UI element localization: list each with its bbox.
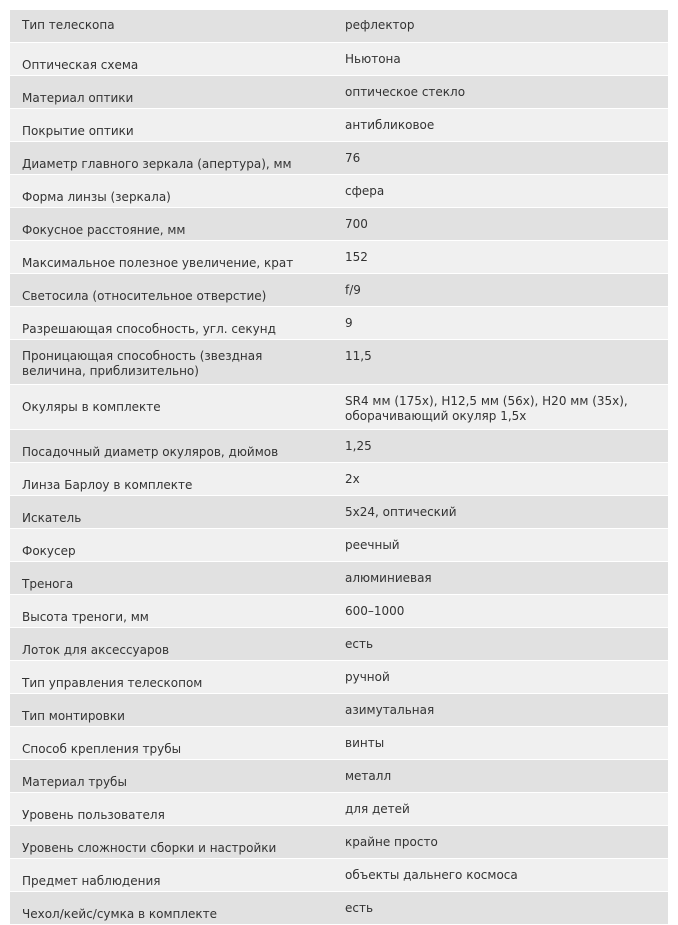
spec-name: Искатель (22, 511, 82, 525)
spec-value: рефлектор (345, 18, 415, 32)
spec-name: Оптическая схема (22, 58, 139, 72)
spec-value: крайне просто (345, 835, 438, 849)
spec-name: Способ крепления трубы (22, 742, 182, 756)
spec-name: Окуляры в комплекте (22, 400, 161, 414)
spec-name: Лоток для аксессуаров (22, 643, 170, 657)
spec-value: 1,25 (345, 439, 372, 453)
spec-name: Светосила (относительное отверстие) (22, 289, 267, 303)
spec-value: алюминиевая (345, 571, 432, 585)
spec-row (10, 595, 668, 628)
spec-name: Тренога (22, 577, 74, 591)
spec-name: Разрешающая способность, угл. секунд (22, 322, 276, 336)
spec-value: винты (345, 736, 385, 750)
spec-row (10, 859, 668, 892)
spec-row (10, 529, 668, 562)
spec-name: Максимальное полезное увеличение, крат (22, 256, 294, 270)
spec-row (10, 274, 668, 307)
spec-value: 152 (345, 250, 368, 264)
spec-name: Фокусное расстояние, мм (22, 223, 186, 237)
spec-value: SR4 мм (175x), H12,5 мм (56x), H20 мм (35x), оборачивающий окуляр 1,5x (345, 394, 628, 423)
spec-name: Высота треноги, мм (22, 610, 149, 624)
spec-row (10, 760, 668, 793)
spec-row (10, 661, 668, 694)
spec-value: для детей (345, 802, 410, 816)
spec-row (10, 826, 668, 859)
spec-name: Предмет наблюдения (22, 874, 161, 888)
spec-row (10, 340, 668, 385)
spec-name: Линза Барлоу в комплекте (22, 478, 193, 492)
spec-name: Чехол/кейс/сумка в комплекте (22, 907, 218, 921)
spec-name: Материал оптики (22, 91, 134, 105)
spec-value: реечный (345, 538, 400, 552)
spec-name: Покрытие оптики (22, 124, 134, 138)
spec-table (10, 10, 668, 925)
spec-value: антибликовое (345, 118, 435, 132)
spec-value: 11,5 (345, 349, 372, 363)
spec-row (10, 793, 668, 826)
spec-value: Ньютона (345, 52, 401, 66)
spec-value: объекты дальнего космоса (345, 868, 518, 882)
spec-name: Проницающая способность (звездная величина, приблизительно) (22, 349, 263, 378)
spec-value: сфера (345, 184, 385, 198)
spec-row (10, 307, 668, 340)
spec-row (10, 43, 668, 76)
spec-row (10, 142, 668, 175)
spec-value: f/9 (345, 283, 361, 297)
spec-value: оптическое стекло (345, 85, 466, 99)
spec-value: 700 (345, 217, 368, 231)
spec-row (10, 430, 668, 463)
spec-row (10, 628, 668, 661)
spec-value: 5x24, оптический (345, 505, 457, 519)
spec-name: Тип телескопа (22, 18, 115, 32)
spec-row (10, 109, 668, 142)
spec-value: 600–1000 (345, 604, 405, 618)
spec-value: 2x (345, 472, 360, 486)
spec-value: ручной (345, 670, 390, 684)
spec-row (10, 10, 668, 43)
spec-name: Уровень сложности сборки и настройки (22, 841, 277, 855)
spec-name: Диаметр главного зеркала (апертура), мм (22, 157, 292, 171)
spec-value: есть (345, 637, 374, 651)
spec-row (10, 241, 668, 274)
spec-row (10, 892, 668, 925)
spec-row (10, 727, 668, 760)
spec-name: Форма линзы (зеркала) (22, 190, 171, 204)
spec-name: Фокусер (22, 544, 76, 558)
spec-row (10, 208, 668, 241)
spec-value: металл (345, 769, 392, 783)
spec-value: 76 (345, 151, 361, 165)
spec-row (10, 76, 668, 109)
spec-row (10, 562, 668, 595)
spec-name: Тип управления телескопом (22, 676, 203, 690)
spec-name: Материал трубы (22, 775, 127, 789)
spec-value: азимутальная (345, 703, 435, 717)
spec-name: Уровень пользователя (22, 808, 165, 822)
spec-row (10, 496, 668, 529)
spec-value: есть (345, 901, 374, 915)
spec-row (10, 463, 668, 496)
spec-row (10, 694, 668, 727)
spec-value: 9 (345, 316, 353, 330)
spec-name: Посадочный диаметр окуляров, дюймов (22, 445, 279, 459)
spec-row (10, 385, 668, 430)
spec-name: Тип монтировки (22, 709, 125, 723)
spec-row (10, 175, 668, 208)
